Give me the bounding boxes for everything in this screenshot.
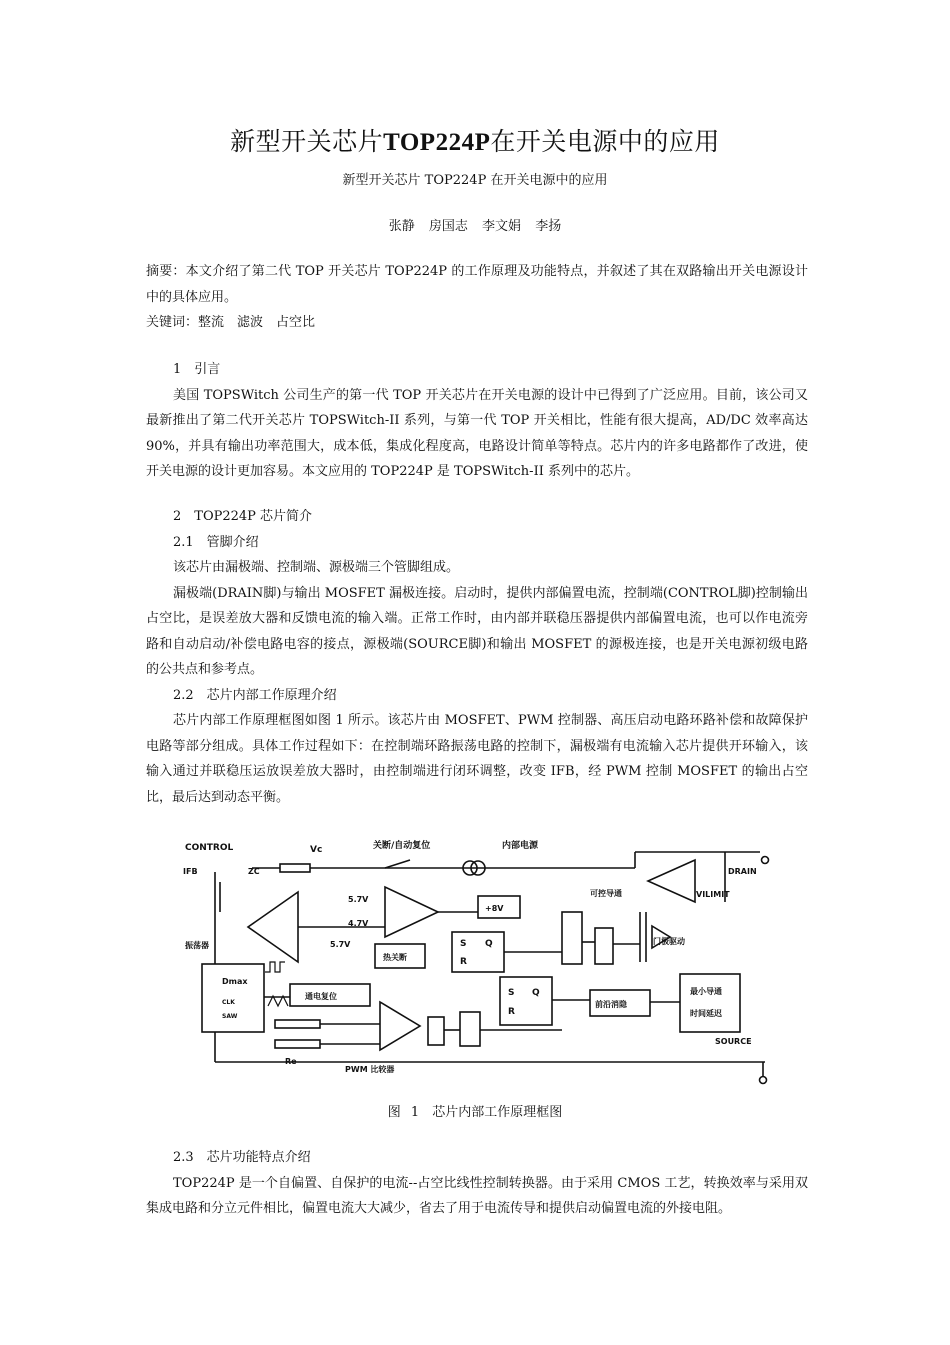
section-2-3-paragraph: TOP224P 是一个自偏置、自保护的电流--占空比线性控制转换器。由于采用 CMOS 工艺，转换效率与采用双集成电路和分立元件相比，偏置电流大大减少，省去了用于电流传导和提供启动偏置电流的外接电阻。 — [146, 1175, 808, 1216]
abstract: 摘要：本文介绍了第二代 TOP 开关芯片 TOP224P 的工作原理及功能特点，并叙述了其在双路输出开关电源设计中的具体应用。 — [146, 264, 808, 305]
authors: 张静 房国志 李文娟 李扬 — [388, 219, 562, 234]
latch-2-s: S — [508, 988, 515, 998]
label-vc: Vc — [310, 845, 323, 855]
section-2-2-heading: 2.2 芯片内部工作原理介绍 — [173, 687, 337, 703]
label-5.7v-b: 5.7V — [330, 940, 351, 949]
section-1-paragraph: 美国 TOPSWitch 公司生产的第一代 TOP 开关芯片在开关电源的设计中已得到了广泛应用。目前，该公司又最新推出了第二代开关芯片 TOPSWitch-II 系列，与第一代 TOP 开关相比，性能有很大提高，AD/DC 效率高达 90%，并具有输出功率范围大，成本低，集成化程度高，电路设计简单等特点。芯片内的许多电路都作了改进，使开关电源的设计更加容易。本文应用的 TOP224P 是 TOPSWitch-II 系列中的芯片。 — [146, 387, 808, 479]
label-source: SOURCE — [715, 1037, 752, 1046]
title-chip: TOP224P — [383, 129, 491, 156]
label-drain: DRAIN — [728, 867, 757, 876]
label-5.7v-a: 5.7V — [348, 895, 369, 904]
section-2-1-heading: 2.1 管脚介绍 — [173, 534, 259, 550]
latch-2-q: Q — [532, 988, 540, 998]
paper-title — [0, 122, 950, 158]
figure-1-schematic — [180, 832, 770, 1094]
latch-1-r: R — [460, 957, 467, 967]
label-oscillator: 振荡器 — [185, 941, 209, 950]
label-control: CONTROL — [185, 843, 234, 853]
label-clk: CLK — [222, 999, 235, 1006]
section-2-1-para-b: 漏极端(DRAIN脚)与输出 MOSFET 漏极连接。启动时，提供内部偏置电流，控制端(CONTROL脚)控制输出占空比，是误差放大器和反馈电流的输入端。正常工作时，由内部并联稳压器提供内部偏置电流，也可以作电流旁路和自动启动/补偿电路电容的接点，源极端(SOURCE脚)和输出 MOSFET 的源极连接，也是开关电源初级电路的公共点和参考点。 — [146, 585, 808, 677]
label-reset: 通电复位 — [305, 992, 337, 1001]
section-2 — [146, 504, 808, 810]
label-internal-supply: 内部电源 — [502, 841, 539, 851]
section-2-1-para-a: 该芯片由漏极端、控制端、源极端三个管脚组成。 — [173, 560, 460, 575]
label-pwm-comparator: PWM 比较器 — [345, 1065, 395, 1074]
label-ifb: IFB — [183, 867, 198, 876]
label-zc: ZC — [248, 867, 260, 876]
section-2-3-heading: 2.3 芯片功能特点介绍 — [173, 1150, 311, 1165]
label-saw: SAW — [222, 1013, 238, 1020]
label-4.7v: 4.7V — [348, 919, 369, 928]
label-shutdown: 关断/自动复位 — [373, 841, 431, 851]
label-min-on-2: 时间延迟 — [690, 1009, 722, 1018]
label-gate-drive: 门极驱动 — [653, 937, 685, 946]
section-2-3 — [146, 1145, 808, 1222]
label-vilimit: VILIMIT — [696, 890, 730, 899]
label-plus8v: +8V — [485, 904, 504, 913]
latch-1-q: Q — [485, 939, 493, 949]
section-1 — [146, 357, 808, 485]
label-thermal: 热关断 — [383, 953, 407, 962]
section-1-heading: 1 引言 — [173, 362, 221, 377]
title-suffix: 在开关电源中的应用 — [490, 127, 720, 156]
abstract-block — [146, 259, 808, 336]
figure-1-caption: 图 1 芯片内部工作原理框图 — [387, 1105, 563, 1120]
latch-1-s: S — [460, 939, 467, 949]
section-2-2-paragraph: 芯片内部工作原理框图如图 1 所示。该芯片由 MOSFET、PWM 控制器、高压启动电路环路补偿和故障保护电路等部分组成。具体工作过程如下：在控制端环路振荡电路的控制下，漏极端有电流输入芯片提供开环输入，该输入通过并联稳压运放误差放大器时，由控制端进行闭环调整，改变 IFB，经 PWM 控制 MOSFET 的输出占空比，最后达到动态平衡。 — [146, 713, 808, 805]
label-min-on-1: 最小导通 — [690, 987, 722, 996]
latch-2-r: R — [508, 1007, 515, 1017]
label-re: Re — [285, 1057, 297, 1066]
paper-subtitle: 新型开关芯片 TOP224P 在开关电源中的应用 — [342, 173, 608, 188]
label-blanking: 前沿消隐 — [595, 1000, 627, 1009]
section-2-heading: 2 TOP224P 芯片简介 — [173, 509, 313, 524]
label-dmax: Dmax — [222, 977, 248, 986]
keywords: 关键词：整流 滤波 占空比 — [146, 315, 316, 330]
title-prefix: 新型开关芯片 — [230, 127, 384, 156]
label-controllable: 可控导通 — [590, 889, 622, 898]
